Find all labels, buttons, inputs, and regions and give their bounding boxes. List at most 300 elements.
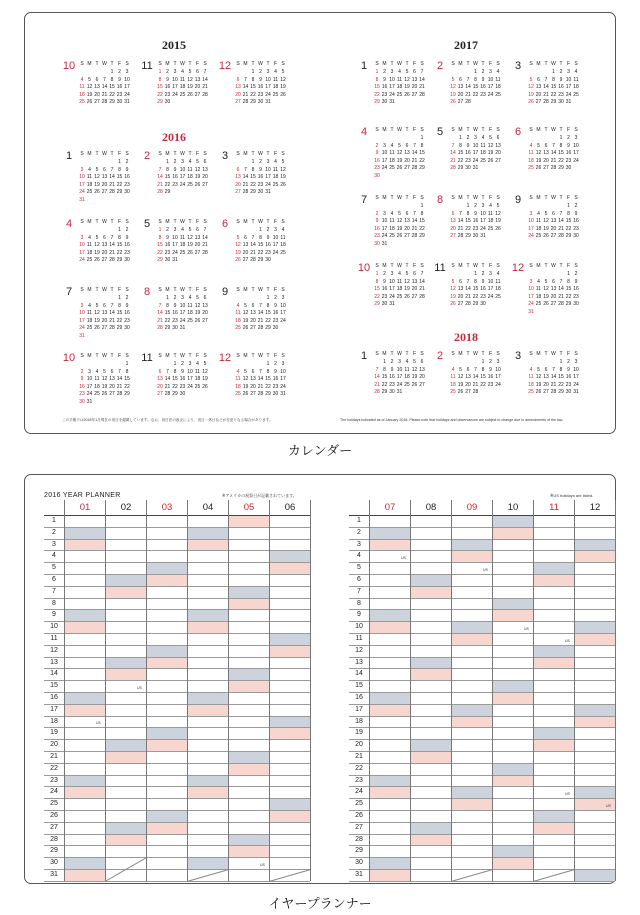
- day-number: 18: [535, 225, 542, 232]
- day-number: 19: [94, 181, 100, 188]
- day-number: 24: [480, 225, 486, 232]
- weekday-label: S: [125, 61, 129, 67]
- day-number: 24: [389, 293, 395, 300]
- day-number: 2: [259, 159, 262, 165]
- day-number: 10: [381, 218, 388, 224]
- month-block: [140, 218, 214, 274]
- day-number: 5: [196, 159, 199, 165]
- weekday-label: M: [536, 127, 541, 133]
- day-number: 12: [404, 76, 410, 83]
- day-number: 14: [550, 374, 557, 380]
- day-number: 16: [116, 84, 123, 90]
- day-number: 7: [118, 368, 121, 375]
- day-number: 19: [450, 293, 456, 300]
- day-number: 3: [274, 227, 277, 233]
- month-number: 10: [357, 262, 371, 274]
- day-number: 5: [398, 142, 401, 149]
- day-number: 16: [565, 374, 572, 380]
- day-number: 4: [529, 366, 533, 373]
- weekday-label: T: [110, 61, 114, 67]
- day-number: 8: [118, 234, 121, 241]
- day-number: 8: [420, 142, 424, 149]
- day-number: 7: [166, 368, 169, 375]
- weekday-label: S: [236, 219, 240, 225]
- day-number: 14: [558, 218, 564, 224]
- day-number: 31: [265, 189, 271, 195]
- day-number: 9: [567, 142, 570, 149]
- day-number: 31: [472, 165, 479, 171]
- day-number: 29: [265, 325, 271, 331]
- day-number: 19: [280, 84, 286, 90]
- day-number: 26: [450, 99, 456, 105]
- day-number: 13: [194, 76, 201, 83]
- row-rule: [44, 692, 310, 693]
- day-number: 5: [544, 278, 548, 285]
- row-rule: [349, 609, 615, 610]
- day-number: 16: [389, 374, 395, 380]
- day-number: 30: [381, 99, 388, 105]
- day-number: 22: [157, 249, 163, 256]
- weekday-label: T: [266, 151, 270, 157]
- day-number: 14: [374, 374, 380, 380]
- weekday-label: M: [165, 353, 170, 359]
- saturday-cell: [452, 540, 492, 551]
- weekday-label: S: [158, 61, 162, 67]
- day-number: 18: [94, 383, 100, 390]
- day-number: 4: [398, 271, 401, 277]
- weekday-label: F: [412, 195, 417, 201]
- day-number: 8: [166, 166, 169, 173]
- month-number: 8: [143, 286, 151, 298]
- day-number: 1: [459, 135, 462, 141]
- day-number: 26: [404, 293, 410, 300]
- day-number: 20: [535, 91, 542, 98]
- saturday-cell: [147, 811, 187, 822]
- day-number: 22: [116, 317, 123, 324]
- day-row-label: 2: [52, 528, 56, 536]
- month-block: [62, 150, 136, 206]
- sunday-cell: [370, 787, 410, 798]
- day-number: 13: [157, 376, 163, 382]
- sunday-cell: [229, 681, 269, 692]
- day-number: 17: [280, 310, 286, 316]
- day-number: 28: [411, 165, 418, 171]
- day-number: 31: [396, 389, 403, 395]
- day-number: 4: [196, 361, 199, 367]
- day-number: 29: [374, 99, 380, 105]
- day-number: 12: [86, 84, 93, 90]
- day-number: 16: [164, 84, 171, 90]
- day-number: 15: [164, 310, 171, 316]
- day-number: 14: [109, 310, 115, 316]
- day-number: 25: [535, 301, 542, 307]
- day-number: 20: [94, 91, 100, 98]
- day-number: 10: [179, 166, 186, 173]
- day-number: 9: [125, 302, 129, 309]
- day-number: 26: [411, 381, 418, 388]
- sunday-cell: [106, 669, 146, 680]
- month-number: 5: [436, 126, 444, 138]
- weekday-label: S: [158, 219, 162, 225]
- weekday-label: M: [458, 263, 463, 269]
- day-number: 3: [474, 135, 477, 141]
- day-number: 12: [194, 166, 201, 173]
- day-number: 13: [202, 166, 208, 173]
- day-number: 18: [495, 286, 501, 292]
- column-rule: [533, 500, 534, 881]
- row-rule: [44, 704, 310, 705]
- day-row-label: 4: [52, 552, 56, 560]
- day-number: 10: [172, 76, 178, 83]
- day-number: 10: [272, 234, 279, 241]
- day-number: 19: [543, 225, 549, 232]
- row-rule: [44, 786, 310, 787]
- day-number: 15: [381, 374, 388, 380]
- day-number: 3: [574, 359, 578, 365]
- weekday-label: M: [165, 219, 170, 225]
- day-number: 15: [465, 218, 471, 224]
- weekday-label: T: [95, 219, 99, 225]
- month-block: [511, 126, 585, 182]
- weekday-label: M: [382, 263, 387, 269]
- weekday-label: F: [117, 219, 122, 225]
- day-number: 7: [110, 302, 114, 309]
- day-number: 3: [266, 159, 270, 165]
- day-number: 6: [103, 166, 106, 173]
- sunday-cell: [534, 740, 574, 751]
- day-number: 23: [164, 91, 171, 98]
- weekday-label: T: [110, 219, 114, 225]
- day-number: 1: [375, 69, 379, 75]
- day-number: 15: [164, 174, 171, 180]
- day-row-label: 24: [355, 788, 363, 796]
- weekday-label: T: [466, 127, 470, 133]
- day-number: 31: [573, 389, 579, 395]
- weekday-label: M: [382, 127, 387, 133]
- day-number: 2: [118, 69, 121, 75]
- day-number: 20: [250, 317, 256, 324]
- day-row-label: 12: [50, 646, 58, 654]
- weekday-label: W: [397, 263, 402, 269]
- day-number: 21: [157, 181, 163, 188]
- day-number: 10: [265, 166, 271, 173]
- day-number: 26: [396, 165, 403, 171]
- saturday-cell: [575, 870, 615, 881]
- day-number: 20: [495, 150, 501, 156]
- day-number: 9: [567, 366, 570, 373]
- day-number: 17: [179, 174, 186, 180]
- day-number: 10: [172, 234, 178, 241]
- day-row-label: 19: [355, 729, 363, 737]
- day-number: 23: [487, 381, 494, 388]
- day-number: 8: [266, 302, 270, 309]
- day-number: 4: [489, 203, 492, 209]
- day-number: 10: [381, 150, 388, 156]
- day-number: 18: [86, 181, 93, 188]
- day-number: 27: [235, 189, 241, 195]
- day-number: 31: [280, 391, 286, 397]
- day-number: 21: [116, 383, 123, 390]
- sunday-cell: [493, 776, 533, 787]
- day-number: 7: [203, 227, 207, 233]
- weekday-label: S: [203, 151, 207, 157]
- weekday-label: W: [102, 287, 107, 293]
- day-number: 20: [450, 225, 456, 232]
- day-row-label: 26: [355, 812, 363, 819]
- day-number: 4: [390, 142, 394, 149]
- weekday-label: S: [203, 287, 207, 293]
- day-number: 19: [404, 84, 410, 90]
- day-row-label: 16: [50, 694, 58, 701]
- day-number: 1: [420, 135, 424, 141]
- day-number: 6: [103, 234, 106, 241]
- day-number: 10: [573, 366, 579, 373]
- row-rule: [44, 550, 310, 551]
- day-number: 17: [172, 84, 178, 90]
- weekday-label: T: [390, 61, 394, 67]
- day-number: 31: [79, 332, 85, 339]
- day-number: 19: [187, 242, 193, 248]
- day-number: 4: [236, 302, 240, 309]
- day-number: 2: [567, 359, 570, 365]
- weekday-label: W: [102, 219, 107, 225]
- day-number: 18: [450, 381, 456, 388]
- day-number: 12: [187, 76, 193, 83]
- day-number: 18: [495, 84, 501, 90]
- day-number: 11: [535, 218, 542, 224]
- day-number: 28: [109, 325, 115, 331]
- day-number: 16: [487, 374, 494, 380]
- day-number: 26: [86, 99, 93, 105]
- day-number: 7: [375, 366, 379, 373]
- month-header: 04: [187, 500, 228, 515]
- day-number: 17: [389, 286, 395, 292]
- day-number: 19: [457, 381, 464, 388]
- day-row-label: 6: [52, 576, 56, 583]
- day-number: 14: [116, 376, 123, 382]
- month-header: 07: [369, 500, 410, 515]
- row-rule: [44, 645, 310, 646]
- weekday-label: F: [566, 61, 571, 67]
- day-number: 16: [558, 84, 564, 90]
- day-number: 24: [179, 317, 186, 324]
- weekday-label: S: [281, 151, 285, 157]
- day-number: 30: [124, 257, 130, 263]
- sunday-cell: [370, 705, 410, 716]
- day-number: 17: [272, 242, 279, 248]
- day-number: 27: [235, 99, 241, 105]
- day-number: 6: [95, 76, 99, 83]
- day-number: 11: [86, 174, 93, 180]
- day-number: 1: [481, 359, 485, 365]
- saturday-cell: [270, 551, 310, 562]
- weekday-label: F: [195, 61, 200, 67]
- day-number: 30: [389, 389, 395, 395]
- weekday-label: M: [536, 195, 541, 201]
- row-rule: [349, 869, 615, 870]
- day-number: 28: [419, 293, 425, 300]
- day-number: 13: [242, 242, 249, 248]
- day-number: 27: [242, 257, 249, 263]
- day-number: 17: [487, 84, 494, 90]
- day-number: 8: [375, 278, 379, 285]
- day-number: 20: [101, 317, 108, 324]
- day-number: 7: [244, 76, 247, 83]
- day-number: 7: [158, 302, 162, 309]
- day-number: 18: [389, 157, 395, 164]
- day-number: 5: [496, 203, 500, 209]
- day-number: 1: [118, 295, 121, 301]
- day-number: 12: [404, 278, 410, 285]
- day-number: 6: [544, 366, 548, 373]
- day-number: 1: [375, 271, 379, 277]
- month-block: [433, 194, 507, 250]
- day-number: 3: [181, 159, 184, 165]
- day-number: 30: [257, 99, 264, 105]
- day-number: 2: [266, 227, 270, 233]
- month-block: [218, 60, 292, 116]
- weekday-label: S: [375, 263, 379, 269]
- weekday-label: M: [382, 61, 387, 67]
- saturday-cell: [493, 599, 533, 610]
- day-number: 22: [565, 225, 572, 232]
- day-number: 12: [280, 166, 286, 173]
- day-number: 7: [110, 234, 114, 241]
- day-number: 19: [187, 84, 193, 90]
- day-number: 12: [235, 242, 241, 248]
- day-number: 14: [419, 76, 425, 83]
- weekday-label: T: [390, 127, 394, 133]
- day-number: 23: [465, 157, 471, 164]
- sunday-cell: [147, 658, 187, 669]
- day-number: 13: [419, 366, 425, 373]
- day-number: 24: [79, 325, 85, 331]
- day-number: 23: [573, 225, 579, 232]
- day-number: 23: [272, 383, 279, 390]
- day-number: 16: [272, 376, 279, 382]
- row-rule: [349, 810, 615, 811]
- day-number: 3: [529, 278, 533, 285]
- day-number: 16: [573, 286, 579, 292]
- day-number: 19: [86, 91, 93, 98]
- month-number: 3: [514, 60, 522, 72]
- day-number: 25: [179, 91, 186, 98]
- day-number: 26: [94, 325, 100, 331]
- day-number: 26: [535, 389, 542, 395]
- day-number: 11: [480, 142, 486, 149]
- day-number: 4: [80, 76, 84, 83]
- saturday-cell: [188, 610, 228, 621]
- day-number: 6: [552, 278, 555, 285]
- saturday-cell: [147, 563, 187, 574]
- day-number: 8: [466, 210, 470, 217]
- day-number: 21: [457, 225, 464, 232]
- day-number: 17: [528, 293, 534, 300]
- month-header: 10: [492, 500, 533, 515]
- day-number: 22: [250, 181, 256, 188]
- row-rule: [349, 539, 615, 540]
- day-number: 21: [257, 383, 264, 390]
- day-number: 25: [86, 189, 93, 195]
- weekday-label: W: [102, 151, 107, 157]
- day-number: 20: [457, 293, 464, 300]
- weekday-label: T: [266, 219, 270, 225]
- weekday-label: S: [375, 195, 379, 201]
- row-rule: [349, 621, 615, 622]
- day-number: 10: [487, 278, 494, 285]
- day-number: 19: [404, 286, 410, 292]
- day-number: 30: [565, 165, 572, 171]
- day-number: 11: [272, 76, 279, 83]
- day-number: 30: [172, 325, 178, 331]
- day-number: 30: [124, 325, 130, 331]
- day-number: 3: [489, 271, 492, 277]
- day-number: 5: [537, 142, 540, 149]
- day-number: 24: [495, 381, 501, 388]
- day-number: 30: [465, 165, 471, 171]
- weekday-label: T: [173, 61, 177, 67]
- day-number: 9: [259, 76, 262, 83]
- day-number: 21: [550, 381, 557, 388]
- column-rule: [615, 500, 616, 881]
- month-number: 2: [436, 60, 444, 72]
- day-number: 6: [413, 271, 416, 277]
- day-number: 23: [573, 293, 579, 300]
- saturday-cell: [65, 528, 105, 539]
- day-number: 18: [179, 242, 186, 248]
- day-number: 1: [559, 135, 563, 141]
- day-number: 15: [457, 150, 464, 156]
- day-number: 11: [187, 166, 193, 173]
- day-number: 11: [389, 150, 395, 156]
- day-number: 9: [375, 150, 379, 156]
- day-number: 23: [124, 181, 130, 188]
- month-number: 10: [62, 352, 76, 364]
- weekday-label: S: [80, 287, 84, 293]
- weekday-label: T: [251, 219, 255, 225]
- day-number: 12: [94, 310, 100, 316]
- weekday-label: S: [158, 287, 162, 293]
- day-number: 12: [194, 302, 201, 309]
- day-number: 25: [535, 233, 542, 239]
- day-number: 25: [187, 181, 193, 188]
- day-number: 15: [172, 376, 178, 382]
- month-block: [62, 218, 136, 274]
- day-number: 3: [181, 295, 184, 301]
- day-number: 30: [472, 233, 479, 239]
- row-rule: [349, 881, 615, 882]
- weekday-label: S: [574, 263, 578, 269]
- sunday-cell: [106, 835, 146, 846]
- weekday-label: M: [458, 195, 463, 201]
- day-number: 26: [404, 91, 410, 98]
- weekday-label: F: [195, 219, 200, 225]
- day-number: 29: [116, 189, 123, 195]
- day-number: 14: [202, 76, 208, 83]
- day-number: 16: [79, 383, 85, 390]
- day-number: 22: [172, 383, 178, 390]
- weekday-label: T: [559, 351, 563, 357]
- day-number: 23: [79, 391, 85, 397]
- day-number: 27: [543, 165, 549, 171]
- day-number: 19: [535, 381, 542, 388]
- day-number: 26: [543, 233, 549, 239]
- day-number: 6: [544, 142, 548, 149]
- day-number: 10: [280, 368, 286, 375]
- day-number: 5: [281, 159, 285, 165]
- sunday-cell: [270, 646, 310, 657]
- day-number: 25: [235, 325, 241, 331]
